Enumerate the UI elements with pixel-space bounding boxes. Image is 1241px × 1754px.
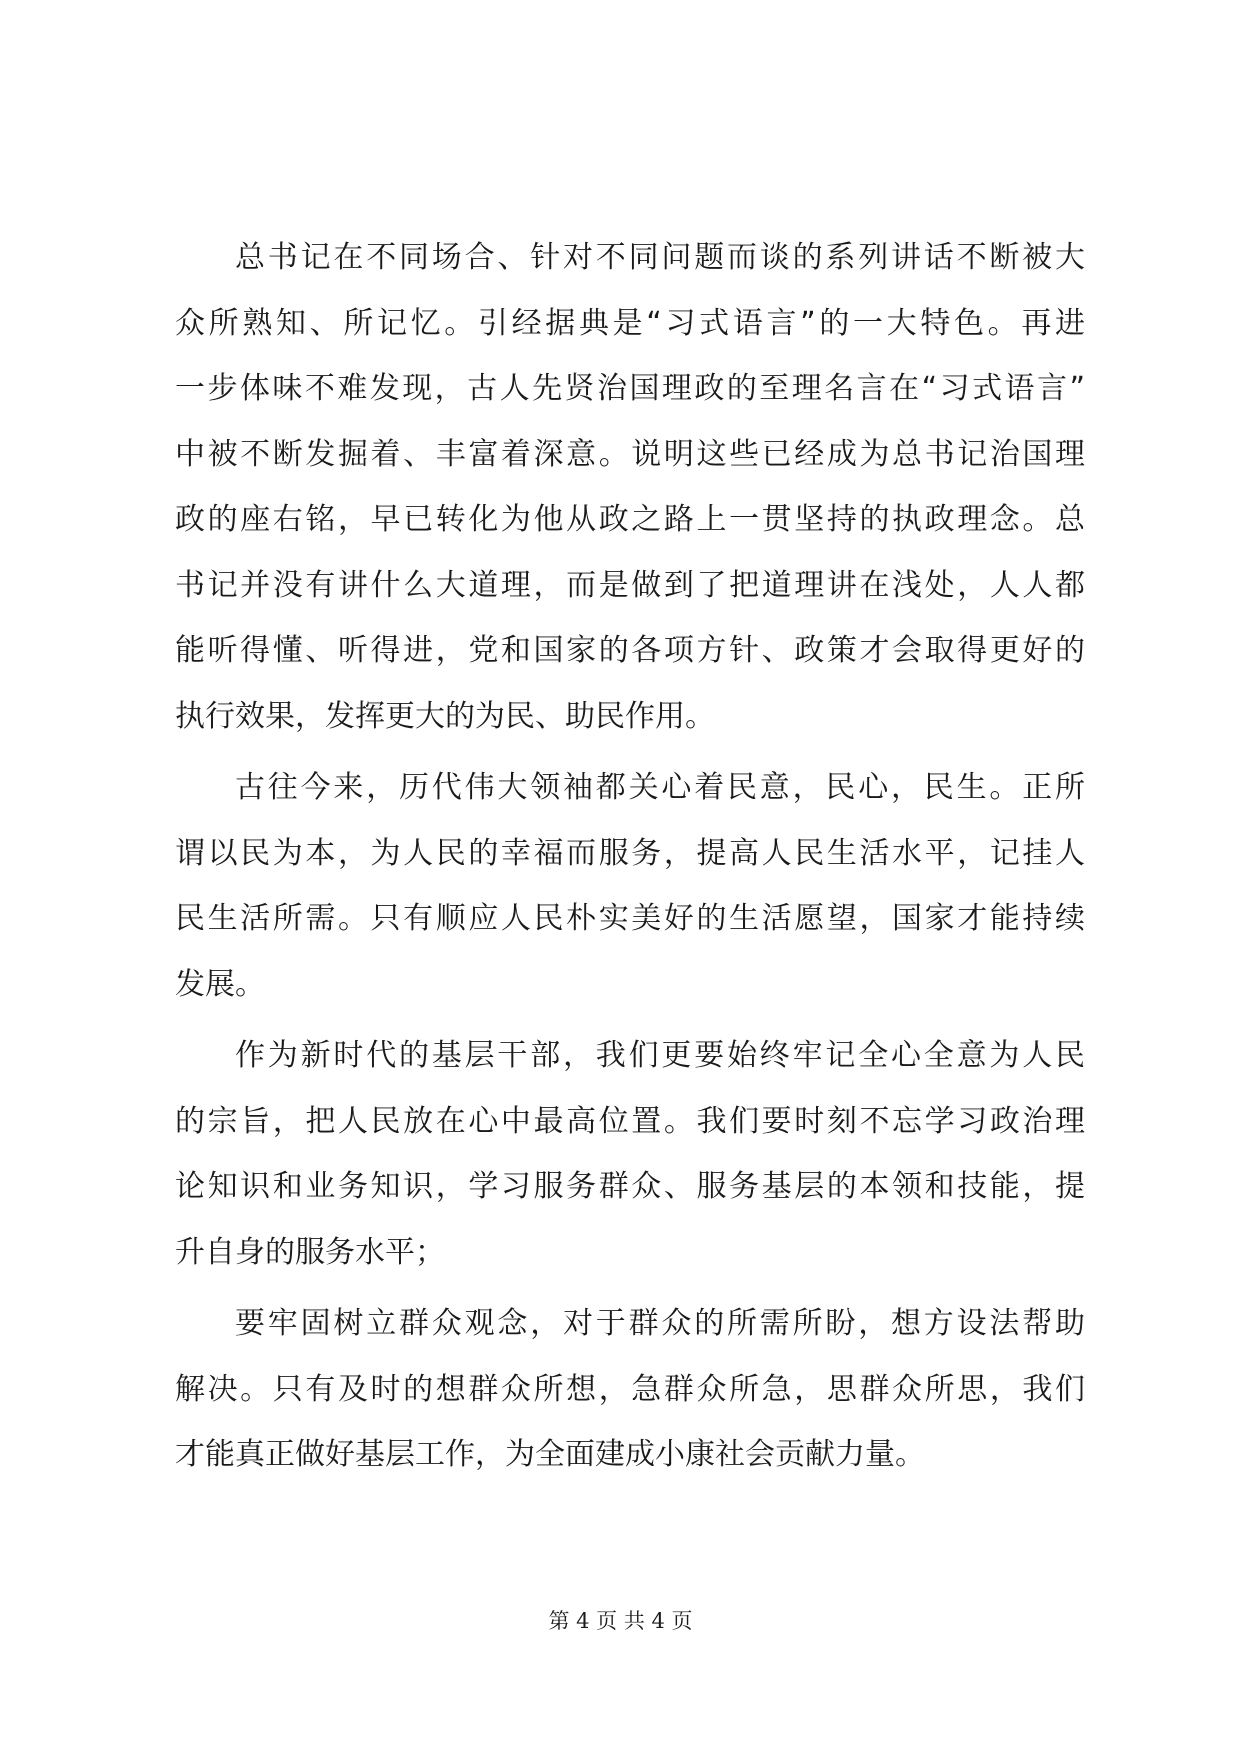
paragraph-line: 要牢固树立群众观念，对于群众的所需所盼，想方设法帮助: [235, 1306, 1085, 1341]
paragraph-line: 政的座右铭，早已转化为他从政之路上一贯坚持的执政理念。总: [175, 502, 1085, 537]
paragraph-line: 执行效果，发挥更大的为民、助民作用。: [175, 698, 715, 734]
paragraph-line: 的宗旨，把人民放在心中最高位置。我们要时刻不忘学习政治理: [175, 1103, 1085, 1139]
paragraph-line: 解决。只有及时的想群众所想，急群众所急，思群众所思，我们: [175, 1371, 1085, 1407]
paragraph-line: 总书记在不同场合、针对不同问题而谈的系列讲话不断被大: [235, 240, 1085, 275]
paragraph-line: 才能真正做好基层工作，为全面建成小康社会贡献力量。: [175, 1437, 925, 1472]
page-number-footer: 第 4 页 共 4 页: [548, 1609, 693, 1633]
paragraph-3: [175, 1023, 1085, 1285]
document-body: [175, 225, 1085, 1488]
paragraph-line: 作为新时代的基层干部，我们更要始终牢记全心全意为人民: [235, 1038, 1085, 1073]
paragraph-line: 论知识和业务知识，学习服务群众、服务基层的本领和技能，提: [175, 1169, 1085, 1204]
paragraph-line: 众所熟知、所记忆。引经据典是“习式语言”的一大特色。再进: [175, 305, 1085, 341]
paragraph-line: 书记并没有讲什么大道理，而是做到了把道理讲在浅处，人人都: [175, 567, 1085, 603]
paragraph-line: 中被不断发掘着、丰富着深意。说明这些已经成为总书记治国理: [175, 436, 1085, 472]
paragraph-line: 民生活所需。只有顺应人民朴实美好的生活愿望，国家才能持续: [175, 901, 1085, 936]
paragraph-4: [175, 1291, 1085, 1488]
paragraph-2: [175, 755, 1085, 1017]
paragraph-line: 升自身的服务水平；: [175, 1234, 445, 1270]
paragraph-line: 古往今来，历代伟大领袖都关心着民意，民心，民生。正所: [235, 770, 1085, 805]
paragraph-1: [175, 225, 1085, 749]
paragraph-line: 发展。: [175, 966, 265, 1002]
paragraph-line: 谓以民为本，为人民的幸福而服务，提高人民生活水平，记挂人: [175, 835, 1085, 871]
paragraph-line: 一步体味不难发现，古人先贤治国理政的至理名言在“习式语言”: [175, 371, 1085, 406]
paragraph-line: 能听得懂、听得进，党和国家的各项方针、政策才会取得更好的: [175, 633, 1085, 668]
